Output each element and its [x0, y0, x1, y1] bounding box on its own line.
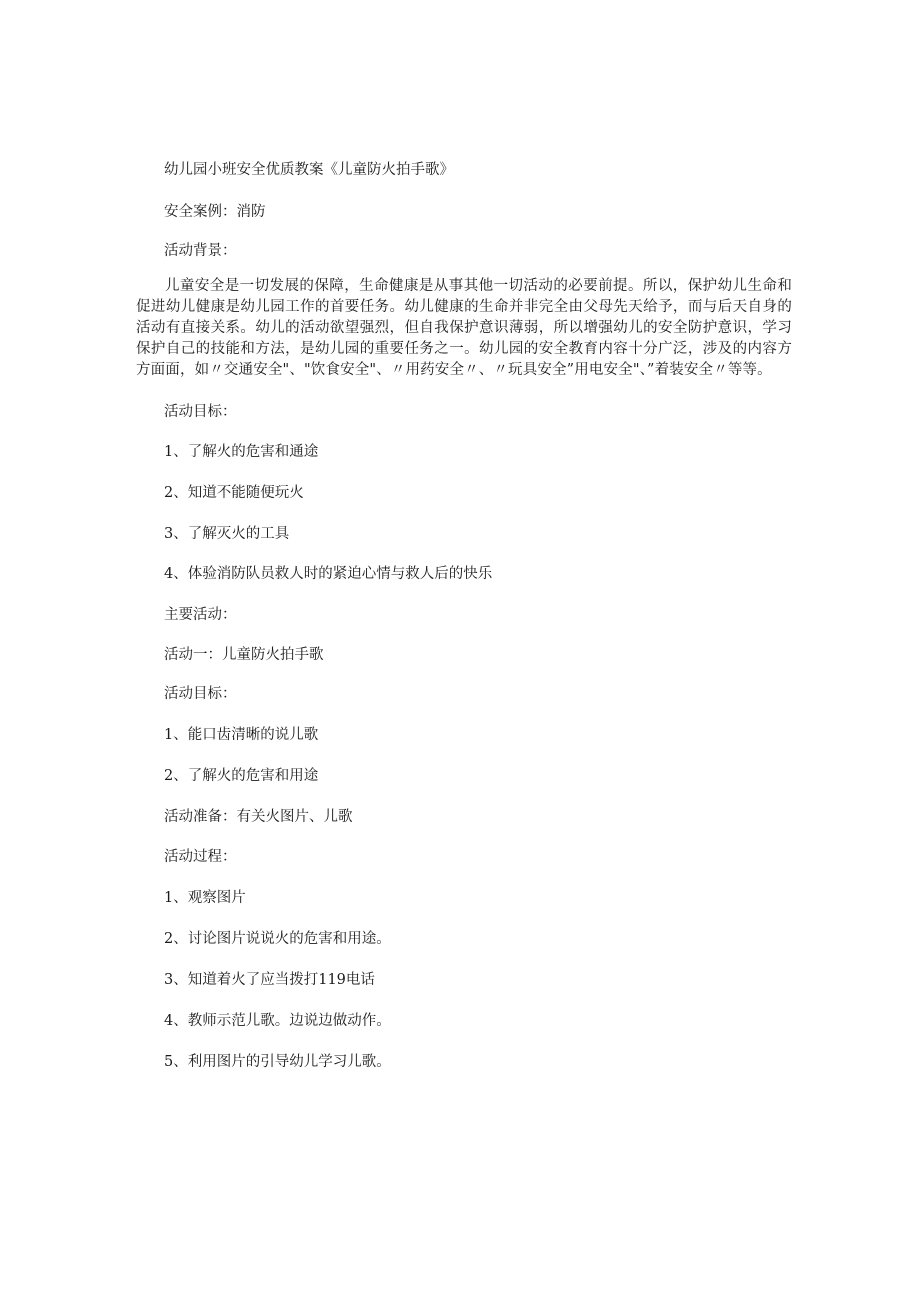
- goal-item: 3、了解灭火的工具: [164, 526, 290, 542]
- goal-item: 1、了解火的危害和通途: [164, 444, 319, 460]
- process-item: 5、利用图片的引导幼儿学习儿歌。: [164, 1054, 391, 1070]
- background-paragraph: 儿童安全是一切发展的保障，生命健康是从事其他一切活动的必要前提。所以，保护幼儿生命和促进幼儿健康是幼儿园工作的首要任务。幼儿健康的生命并非完全由父母先天给予，而与后天自身的活动有直接关系。幼儿的活动欲望强烈，但自我保护意识薄弱，所以增强幼儿的安全防护意识，学习保护自己的技能和方法，是幼儿园的重要任务之一。幼儿园的安全教育内容十分广泛，涉及的内容方方面面，如〃交通安全"、"饮食安全"、〃用药安全〃、〃玩具安全”用电安全"、”着装安全〃等等。: [136, 278, 792, 378]
- goals-heading: 活动目标：: [164, 404, 237, 420]
- main-activities-heading: 主要活动：: [164, 607, 237, 623]
- document-title: 幼儿园小班安全优质教案《儿童防火拍手歌》: [164, 162, 454, 178]
- process-item: 4、教师示范儿歌。边说边做动作。: [164, 1013, 391, 1029]
- process-item: 3、知道着火了应当拨打119电话: [164, 972, 375, 988]
- goal-item: 4、体验消防队员救人时的紧迫心情与救人后的快乐: [164, 566, 493, 582]
- process-heading: 活动过程：: [164, 849, 237, 865]
- activity-one-goal-item: 2、了解火的危害和用途: [164, 768, 319, 784]
- activity-one-title: 活动一：儿童防火拍手歌: [164, 647, 324, 663]
- goal-item: 2、知道不能随便玩火: [164, 485, 304, 501]
- background-heading: 活动背景：: [164, 243, 237, 259]
- process-item: 2、讨论图片说说火的危害和用途。: [164, 931, 391, 947]
- safety-case-line: 安全案例：消防: [164, 204, 266, 220]
- activity-one-goals-heading: 活动目标：: [164, 686, 237, 702]
- process-item: 1、观察图片: [164, 890, 246, 906]
- preparation-line: 活动准备：有关火图片、儿歌: [164, 809, 353, 825]
- activity-one-goal-item: 1、能口齿清晰的说儿歌: [164, 727, 319, 743]
